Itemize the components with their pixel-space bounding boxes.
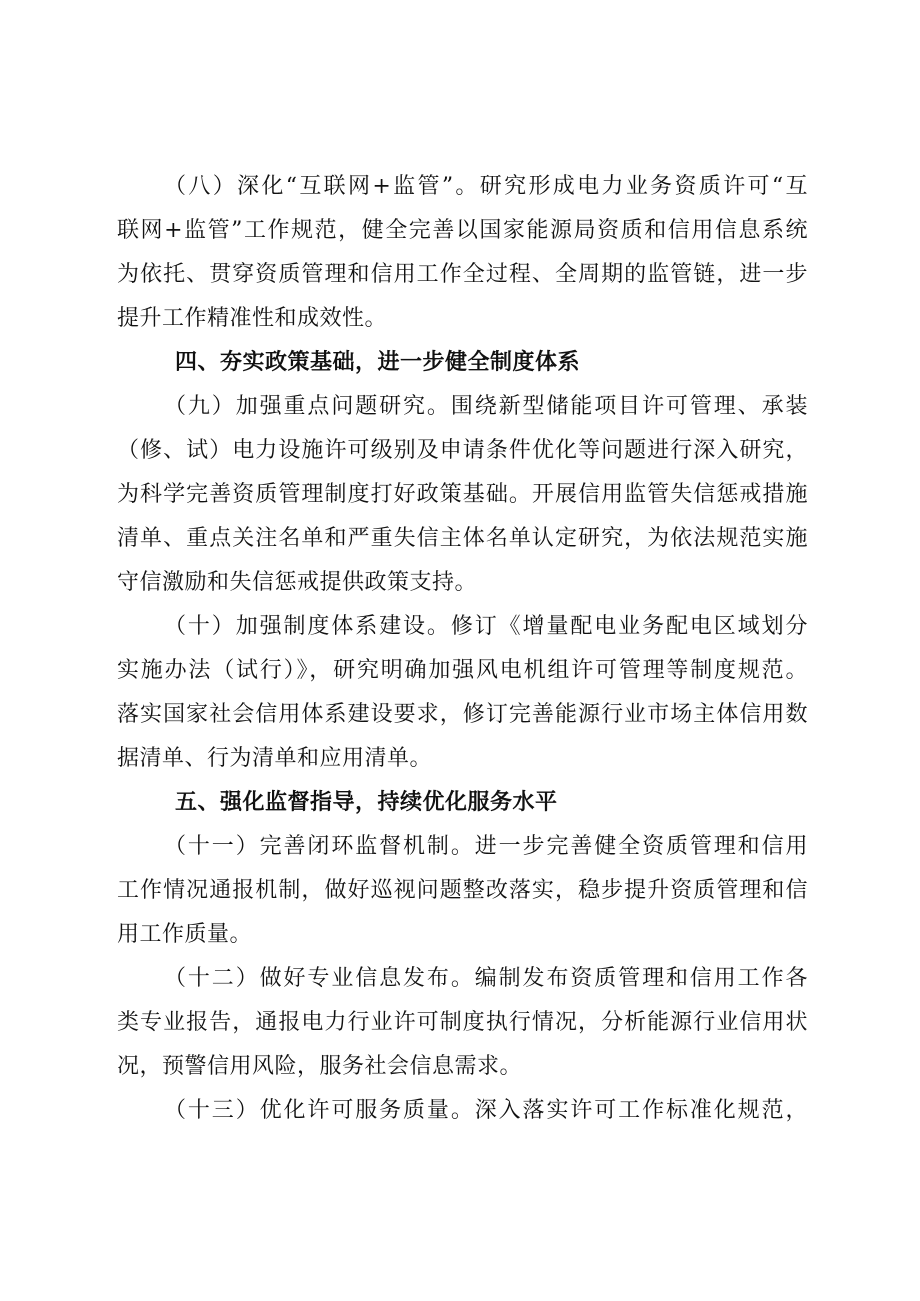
- paragraph-line: （十一）完善闭环监督机制。进一步完善健全资质管理和信用: [164, 834, 808, 859]
- paragraph-line: （修、试）电力设施许可级别及申请条件优化等问题进行深入研究，: [117, 438, 808, 463]
- section-heading-supervision-guidance: 五、强化监督指导，持续优化服务水平: [175, 790, 558, 815]
- paragraph-line: （十三）优化许可服务质量。深入落实许可工作标准化规范，: [164, 1098, 808, 1123]
- paragraph-line: 为科学完善资质管理制度打好政策基础。开展信用监管失信惩戒措施: [117, 482, 808, 507]
- paragraph-closed-loop-supervision: [117, 825, 808, 957]
- paragraph-line: （八）深化“互联网+监管”。研究形成电力业务资质许可“互: [164, 174, 808, 199]
- paragraph-line: 工作情况通报机制，做好巡视问题整改落实，稳步提升资质管理和信: [117, 878, 808, 903]
- paragraph-line: （九）加强重点问题研究。围绕新型储能项目许可管理、承装: [164, 394, 808, 419]
- document-page: [117, 165, 808, 1133]
- paragraph-system-construction: [117, 605, 808, 781]
- paragraph-licensing-service-quality: [117, 1089, 808, 1133]
- paragraph-internet-supervision: [117, 165, 808, 341]
- paragraph-line: 落实国家社会信用体系建设要求，修订完善能源行业市场主体信用数: [117, 702, 808, 727]
- paragraph-line: 守信激励和失信惩戒提供政策支持。: [117, 570, 478, 595]
- paragraph-line: 为依托、贯穿资质管理和信用工作全过程、全周期的监管链，进一步: [117, 262, 808, 287]
- paragraph-line: 联网+监管”工作规范，健全完善以国家能源局资质和信用信息系统: [117, 218, 808, 243]
- paragraph-line: 据清单、行为清单和应用清单。: [117, 746, 433, 771]
- paragraph-information-release: [117, 957, 808, 1089]
- paragraph-line: 况，预警信用风险，服务社会信息需求。: [117, 1054, 523, 1079]
- paragraph-line: 类专业报告，通报电力行业许可制度执行情况，分析能源行业信用状: [117, 1010, 808, 1035]
- paragraph-line: （十二）做好专业信息发布。编制发布资质管理和信用工作各: [164, 966, 808, 991]
- paragraph-line: 提升工作精准性和成效性。: [117, 306, 388, 331]
- paragraph-line: （十）加强制度体系建设。修订《增量配电业务配电区域划分: [164, 614, 808, 639]
- paragraph-line: 用工作质量。: [117, 922, 253, 947]
- section-heading-policy-foundation: 四、夯实政策基础，进一步健全制度体系: [175, 350, 581, 375]
- paragraph-line: 清单、重点关注名单和严重失信主体名单认定研究，为依法规范实施: [117, 526, 808, 551]
- paragraph-key-issue-research: [117, 385, 808, 605]
- paragraph-line: 实施办法（试行）》，研究明确加强风电机组许可管理等制度规范。: [117, 658, 808, 683]
